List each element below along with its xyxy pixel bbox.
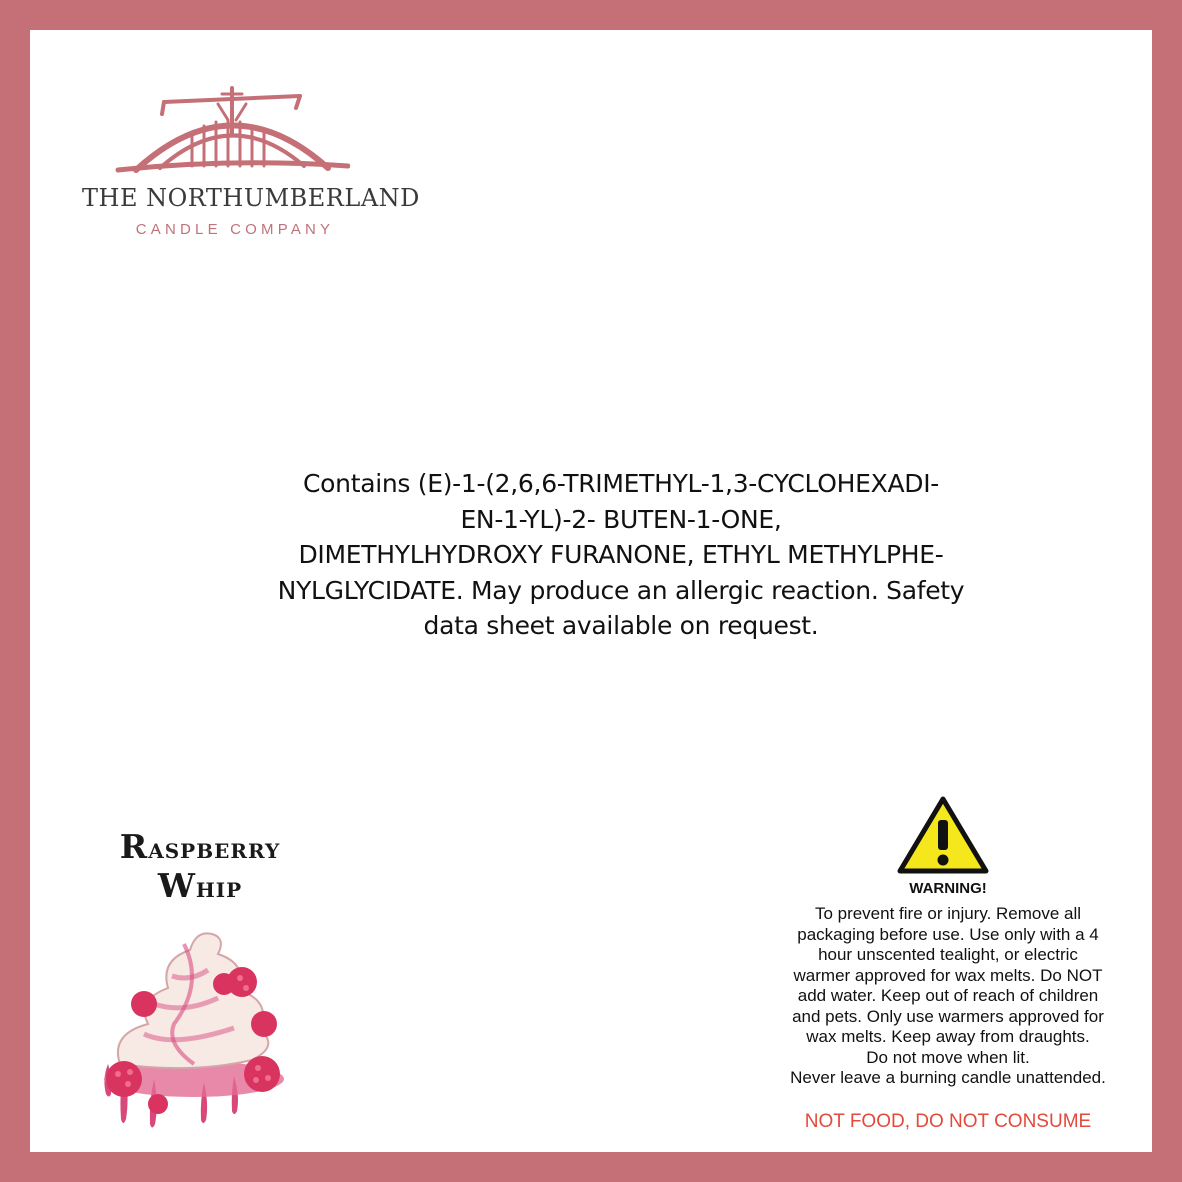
warning-line: wax melts. Keep away from draughts. <box>806 1027 1090 1046</box>
not-food-notice: NOT FOOD, DO NOT CONSUME <box>804 1111 1092 1132</box>
warning-line: Do not move when lit. <box>866 1047 1030 1067</box>
warning-line: packaging before use. Use only with a 4 <box>797 924 1099 944</box>
warning-line: To prevent fire or injury. Remove all <box>814 904 1082 923</box>
raspberry-whip-image-icon <box>84 914 308 1134</box>
product-name <box>60 828 340 906</box>
product-name-line-1: Raspberry <box>119 827 281 866</box>
brand-name: THE NORTHUMBERLAND <box>82 184 420 212</box>
warning-line: Never leave a burning candle unattended. <box>790 1068 1106 1087</box>
warning-line: hour unscented tealight, or electric <box>818 945 1078 964</box>
ingredients-line: DIMETHYLHYDROXY FURANONE, ETHYL METHYLPHE- <box>298 540 944 569</box>
warning-text <box>748 904 1148 1089</box>
warning-title: WARNING! <box>909 880 987 897</box>
brand-logo <box>82 84 420 244</box>
ingredients-line: EN-1-YL)-2- BUTEN-1-ONE, <box>460 504 782 534</box>
warning-line: warmer approved for wax melts. Do NOT <box>793 965 1103 985</box>
brand-subtitle: CANDLE COMPANY <box>135 221 335 238</box>
warning-line: add water. Keep out of reach of children <box>797 986 1099 1005</box>
ingredients-statement <box>210 466 1032 644</box>
ingredients-line: data sheet available on request. <box>423 611 819 640</box>
ingredients-line: Contains (E)-1-(2,6,6-TRIMETHYL-1,3-CYCLOHEXADI- <box>303 469 939 498</box>
product-name-line-2: Whip <box>157 866 243 905</box>
warning-line: and pets. Only use warmers approved for <box>792 1006 1104 1026</box>
warning-triangle-icon <box>897 796 989 874</box>
bridge-logo-icon <box>114 84 350 176</box>
ingredients-line: NYLGLYCIDATE. May produce an allergic reaction. Safety <box>277 575 965 605</box>
